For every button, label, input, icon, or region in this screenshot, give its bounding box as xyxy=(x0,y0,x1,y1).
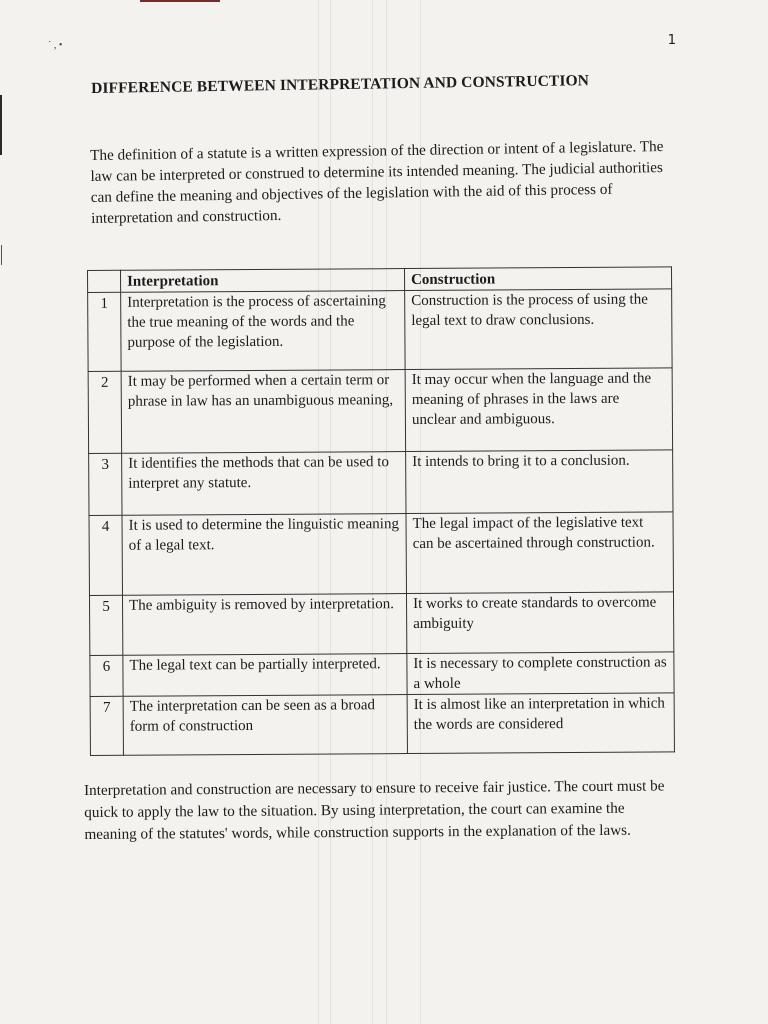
table-row xyxy=(89,592,673,656)
construction-cell: It works to create standards to overcome ambiguity xyxy=(406,592,673,654)
construction-cell: It is almost like an interpretation in which the words are considered xyxy=(407,693,674,754)
table-row xyxy=(89,512,673,596)
row-number: 5 xyxy=(89,595,122,655)
row-number: 4 xyxy=(89,515,122,595)
row-number: 2 xyxy=(88,371,122,453)
table-row xyxy=(88,368,672,454)
comparison-table xyxy=(87,266,675,756)
scan-artifact xyxy=(1,245,2,265)
table-row xyxy=(89,450,673,516)
document-title: DIFFERENCE BETWEEN INTERPRETATION AND CONSTRUCTION xyxy=(91,72,590,97)
construction-cell: Construction is the process of using the legal text to draw conclusions. xyxy=(405,289,672,370)
construction-cell: It may occur when the language and the meaning of phrases in the laws are unclear and ambiguous. xyxy=(405,368,672,452)
header-number xyxy=(88,270,121,292)
construction-cell: It is necessary to complete construction as a whole xyxy=(407,652,674,695)
page-number: 1 xyxy=(667,33,676,48)
construction-cell: It intends to bring it to a conclusion. xyxy=(406,450,673,514)
construction-cell: The legal impact of the legislative text can be ascertained through construction. xyxy=(406,512,673,594)
intro-paragraph: The definition of a statute is a written expression of the direction or intent of a legislature. The law can be interpreted or construed to determine its intended meaning. The judicial authorities can define the meaning and objectives of the legislation with the aid of this process of interpretation and construction. xyxy=(90,137,664,227)
row-number: 3 xyxy=(89,453,122,515)
interpretation-cell: Interpretation is the process of ascertaining the true meaning of the words and the purpose of the legislation. xyxy=(121,291,405,372)
margin-marks: ˙ , • xyxy=(48,40,63,51)
table-row xyxy=(90,693,674,756)
row-number: 7 xyxy=(90,696,123,755)
interpretation-cell: It is used to determine the linguistic meaning of a legal text. xyxy=(122,514,406,596)
table-row xyxy=(88,289,672,372)
header-construction: Construction xyxy=(404,267,671,291)
scan-artifact xyxy=(140,0,220,2)
interpretation-cell: The interpretation can be seen as a broad form of construction xyxy=(123,695,407,756)
interpretation-cell: It may be performed when a certain term or phrase in law has an unambiguous meaning, xyxy=(121,370,405,454)
header-interpretation: Interpretation xyxy=(121,269,405,293)
table-row xyxy=(90,652,674,697)
row-number: 1 xyxy=(88,292,121,371)
row-number: 6 xyxy=(90,655,123,696)
conclusion-paragraph: Interpretation and construction are necessary to ensure to receive fair justice. The court must be quick to apply the law to the situation. By using interpretation, the court can examine the meaning of the statutes' words, while construction supports in the explanation of the laws. xyxy=(84,777,665,843)
scan-artifact xyxy=(0,95,2,155)
interpretation-cell: It identifies the methods that can be used to interpret any statute. xyxy=(122,452,406,516)
interpretation-cell: The ambiguity is removed by interpretation. xyxy=(122,594,406,656)
comparison-table-wrapper xyxy=(87,266,674,756)
interpretation-cell: The legal text can be partially interpreted. xyxy=(123,654,407,697)
